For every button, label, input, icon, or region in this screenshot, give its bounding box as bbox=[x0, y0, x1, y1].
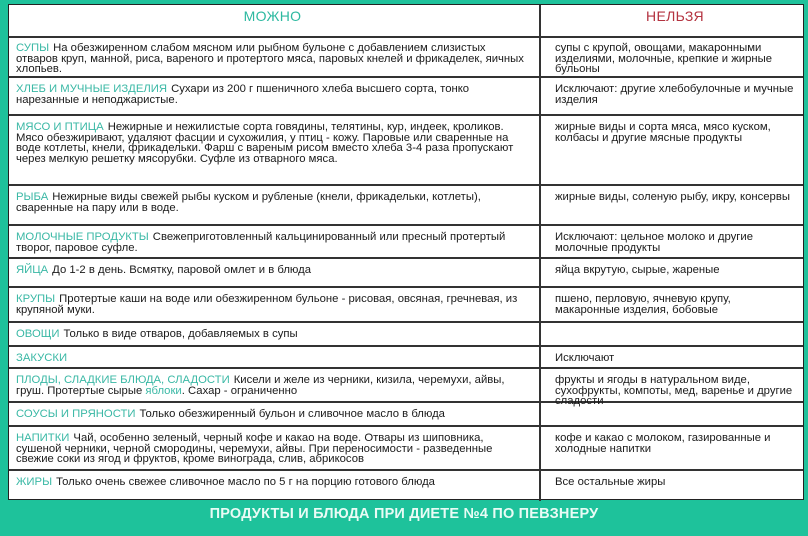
diet-table bbox=[8, 4, 804, 500]
table-row bbox=[9, 37, 803, 78]
category-label: ОВОЩИ bbox=[16, 328, 60, 340]
table-row bbox=[9, 116, 803, 186]
allowed-text: Протертые каши на воде или обезжиренном бульоне - рисовая, овсяная, гречневая, из крупяной муки. bbox=[16, 293, 518, 316]
table-row bbox=[9, 288, 803, 323]
allowed-text: До 1-2 в день. Всмятку, паровой омлет и в блюда bbox=[52, 264, 312, 276]
allowed-cell bbox=[9, 347, 541, 367]
forbidden-cell: Исключают: цельное молоко и другие молочные продукты bbox=[555, 231, 754, 254]
allowed-text: На обезжиренном слабом мясном или рыбном бульоне с добавлением слизистых отваров круп, манной, риса, вареного и протертого мяса, паровых кнелей и фрикаделек, яичных хлопьев. bbox=[16, 42, 524, 76]
category-label: ЗАКУСКИ bbox=[16, 352, 68, 364]
allowed-text: Кисели и желе из черники, кизила, черемухи, айвы, груш. Протертые сырые bbox=[16, 374, 505, 397]
category-label: НАПИТКИ bbox=[16, 432, 70, 444]
table-header-row bbox=[9, 5, 803, 38]
allowed-cell bbox=[9, 369, 541, 401]
allowed-cell bbox=[9, 427, 541, 469]
table-row bbox=[9, 403, 803, 427]
allowed-text: Чай, особенно зеленый, черный кофе и какао на воде. Отвары из шиповника, сушеной черники, черной смородины, черемухи, айвы. При переносимости - разведенные свежие соки из ягод и фруктов, кроме винограда, слив, абрикосов bbox=[16, 432, 493, 466]
allowed-text: Нежирные виды свежей рыбы куском и рубленые (кнели, фрикадельки, котлеты), сваренные на пару или в воде. bbox=[16, 191, 481, 214]
table-row bbox=[9, 259, 803, 288]
category-label: СОУСЫ И ПРЯНОСТИ bbox=[16, 408, 136, 420]
category-label: СУПЫ bbox=[16, 42, 50, 54]
forbidden-cell bbox=[541, 403, 803, 425]
forbidden-cell: кофе и какао с молоком, газированные и холодные напитки bbox=[555, 432, 771, 455]
allowed-text: Свежеприготовленный кальцинированный или пресный протертый творог, паровое суфле. bbox=[16, 231, 506, 254]
category-label: ХЛЕБ И МУЧНЫЕ ИЗДЕЛИЯ bbox=[16, 83, 168, 95]
allowed-cell bbox=[9, 288, 541, 321]
allowed-cell bbox=[9, 403, 541, 425]
category-label: ЖИРЫ bbox=[16, 476, 53, 488]
table-row bbox=[9, 323, 803, 347]
table-row bbox=[9, 226, 803, 259]
allowed-cell bbox=[9, 259, 541, 286]
highlighted-word: яблоки bbox=[145, 384, 182, 397]
allowed-text: Нежирные и нежилистые сорта говядины, телятины, кур, индеек, кроликов. Мясо обезжиривают, удаляют фасции и сухожилия, у птиц - кожу. Паровые или сваренные на воде котлеты, кнели, фрикадельки. Фарш с вареным рисом вместо хлеба 3-4 раза пропускают через мелкую решетку мясорубки. Суфле из отварного мяса. bbox=[16, 121, 514, 165]
category-label: РЫБА bbox=[16, 191, 49, 203]
table-row bbox=[9, 471, 803, 501]
table-row bbox=[9, 427, 803, 471]
forbidden-cell: яйца вкрутую, сырые, жареные bbox=[555, 264, 720, 276]
allowed-text: Только очень свежее сливочное масло по 5 г на порцию готового блюда bbox=[56, 476, 435, 488]
allowed-text: Сухари из 200 г пшеничного хлеба высшего сорта, тонко нарезанные и неподжаристые. bbox=[16, 83, 470, 106]
allowed-column-header: МОЖНО bbox=[9, 5, 541, 36]
category-label: ЯЙЦА bbox=[16, 264, 49, 276]
category-label: МЯСО И ПТИЦА bbox=[16, 121, 104, 133]
allowed-text: Только в виде отваров, добавляемых в супы bbox=[63, 328, 298, 340]
allowed-cell bbox=[9, 471, 541, 501]
forbidden-cell: супы с крупой, овощами, макаронными изделиями, молочные, крепкие и жирные бульоны bbox=[555, 42, 773, 76]
allowed-text: Только обезжиренный бульон и сливочное масло в блюда bbox=[139, 408, 445, 420]
allowed-cell bbox=[9, 186, 541, 224]
table-row bbox=[9, 78, 803, 116]
allowed-cell bbox=[9, 323, 541, 345]
category-label: МОЛОЧНЫЕ ПРОДУКТЫ bbox=[16, 231, 149, 243]
table-row bbox=[9, 186, 803, 226]
forbidden-cell: Все остальные жиры bbox=[555, 476, 666, 488]
table-row bbox=[9, 369, 803, 408]
allowed-text-tail: . Сахар - ограниченно bbox=[181, 384, 298, 397]
allowed-cell bbox=[9, 37, 541, 76]
forbidden-cell: жирные виды и сорта мяса, мясо куском, колбасы и другие мясные продукты bbox=[555, 121, 771, 144]
category-label: КРУПЫ bbox=[16, 293, 56, 305]
footer-title: ПРОДУКТЫ И БЛЮДА ПРИ ДИЕТЕ №4 ПО ПЕВЗНЕРУ bbox=[209, 506, 599, 522]
table-row bbox=[9, 347, 803, 369]
forbidden-cell: жирные виды, соленую рыбу, икру, консервы bbox=[555, 191, 790, 203]
category-label: ПЛОДЫ, СЛАДКИЕ БЛЮДА, СЛАДОСТИ bbox=[16, 374, 230, 386]
forbidden-cell bbox=[541, 323, 803, 345]
allowed-cell bbox=[9, 116, 541, 184]
allowed-cell bbox=[9, 226, 541, 257]
forbidden-column-header: НЕЛЬЗЯ bbox=[646, 8, 704, 24]
allowed-cell bbox=[9, 78, 541, 114]
forbidden-cell: пшено, перловую, ячневую крупу, макаронные изделия, бобовые bbox=[555, 293, 731, 316]
forbidden-cell: Исключают bbox=[555, 352, 615, 364]
forbidden-cell: фрукты и ягоды в натуральном виде, сухофрукты, компоты, мед, варенье и другие сладости bbox=[555, 374, 793, 408]
forbidden-cell: Исключают: другие хлебобулочные и мучные изделия bbox=[555, 83, 794, 106]
